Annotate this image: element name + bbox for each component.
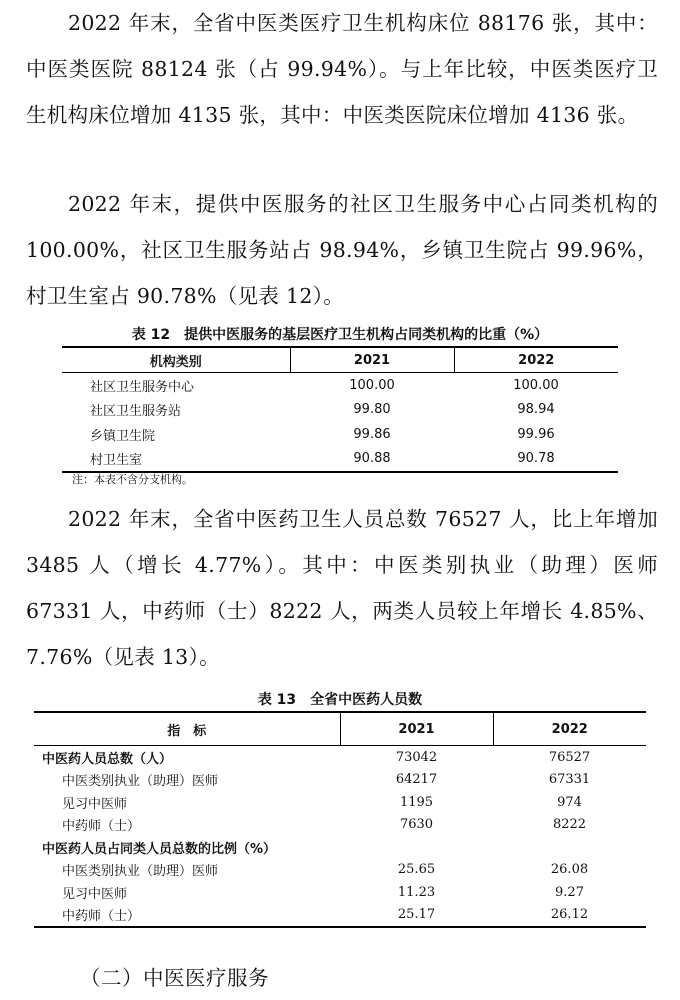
table-cell-label: 见习中医师 <box>62 796 128 812</box>
table-cell-label: 中药师（士） <box>34 904 340 928</box>
table-row <box>62 447 618 473</box>
table-cell-2022: 974 <box>557 794 582 810</box>
table-cell-label: 见习中医师 <box>62 886 128 902</box>
table-cell-2021: 100.00 <box>349 377 395 393</box>
table-cell-label: 乡镇卫生院 <box>90 428 156 444</box>
table-13-caption: 表 13 全省中医药人员数 <box>257 692 423 708</box>
table-cell-2022 <box>493 836 646 859</box>
paragraph-personnel: 2022 年末，全省中医药卫生人员总数 76527 人，比上年增加 3485 人（增长 4.77%）。其中：中医类别执业（助理）医师 67331 人，中药师（士）8222 人，两类人员较上年增长 4.85%、7.76%（见表 13）。 <box>26 507 658 669</box>
table-12-header-category: 机构类别 <box>62 347 290 373</box>
table-13-header-row <box>34 712 646 746</box>
table-cell-2021: 11.23 <box>397 884 436 900</box>
table-row <box>34 836 646 859</box>
table-13-header-indicator: 指 标 <box>34 712 340 746</box>
table-13-header-2022: 2022 <box>493 712 646 746</box>
table-cell-label: 中药师（士） <box>62 819 141 835</box>
table-cell-2022: 9.27 <box>555 884 584 900</box>
table-cell-2021: 64217 <box>395 772 438 788</box>
table-cell-2021: 99.86 <box>353 426 391 442</box>
table-cell-2021: 99.80 <box>353 402 391 418</box>
table-cell-2021: 25.65 <box>397 862 436 878</box>
table-cell-2021: 7630 <box>399 817 434 833</box>
table-12-note: 注：本表不含分支机构。 <box>72 473 193 486</box>
table-row <box>34 859 646 882</box>
table-row <box>62 398 618 423</box>
table-row <box>62 373 618 398</box>
table-cell-2022: 26.12 <box>493 904 646 928</box>
table-row <box>34 814 646 837</box>
table-cell-2021: 73042 <box>395 749 438 765</box>
paragraph-community-services: 2022 年末，提供中医服务的社区卫生服务中心占同类机构的 100.00%，社区卫生服务站占 98.94%，乡镇卫生院占 99.96%，村卫生室占 90.78%（见表 12）。 <box>26 192 658 308</box>
section-heading: （二）中医医疗服务 <box>80 966 269 990</box>
table-row <box>34 746 646 769</box>
table-12-caption: 表 12 提供中医服务的基层医疗卫生机构占同类机构的比重（%） <box>131 327 549 343</box>
table-cell-2021: 1195 <box>399 794 434 810</box>
table-cell-group-label: 中医药人员占同类人员总数的比例（%） <box>42 841 277 857</box>
table-cell-2022: 67331 <box>548 772 591 788</box>
table-row <box>62 422 618 447</box>
table-12-header-row <box>62 347 618 373</box>
table-cell-label: 社区卫生服务中心 <box>90 379 195 395</box>
table-cell-group-label: 中医药人员总数（人） <box>42 751 173 767</box>
table-cell-label: 村卫生室 <box>62 447 290 473</box>
table-cell-label: 中医类别执业（助理）医师 <box>62 864 219 880</box>
table-12-header-2021: 2021 <box>290 347 454 373</box>
table-cell-2022: 26.08 <box>550 862 589 878</box>
table-row <box>34 881 646 904</box>
table-13 <box>34 711 646 928</box>
table-cell-2021 <box>340 836 493 859</box>
paragraph-beds: 2022 年末，全省中医类医疗卫生机构床位 88176 张，其中：中医类医院 88124 张（占 99.94%）。与上年比较，中医类医疗卫生机构床位增加 4135 张，其中：中医类医院床位增加 4136 张。 <box>26 11 658 127</box>
table-row <box>34 791 646 814</box>
table-12 <box>62 346 618 473</box>
table-cell-2021: 90.88 <box>290 447 454 473</box>
table-cell-2022: 99.96 <box>517 426 555 442</box>
table-cell-label: 中医类别执业（助理）医师 <box>62 774 219 790</box>
table-cell-2022: 76527 <box>548 749 591 765</box>
table-12-header-2022: 2022 <box>454 347 618 373</box>
table-cell-2022: 90.78 <box>454 447 618 473</box>
table-row <box>34 904 646 928</box>
table-cell-2022: 98.94 <box>517 402 555 418</box>
table-row <box>34 769 646 792</box>
table-cell-label: 社区卫生服务站 <box>90 404 182 420</box>
table-13-header-2021: 2021 <box>340 712 493 746</box>
table-cell-2022: 8222 <box>552 817 587 833</box>
table-cell-2022: 100.00 <box>513 377 559 393</box>
table-cell-2021: 25.17 <box>340 904 493 928</box>
